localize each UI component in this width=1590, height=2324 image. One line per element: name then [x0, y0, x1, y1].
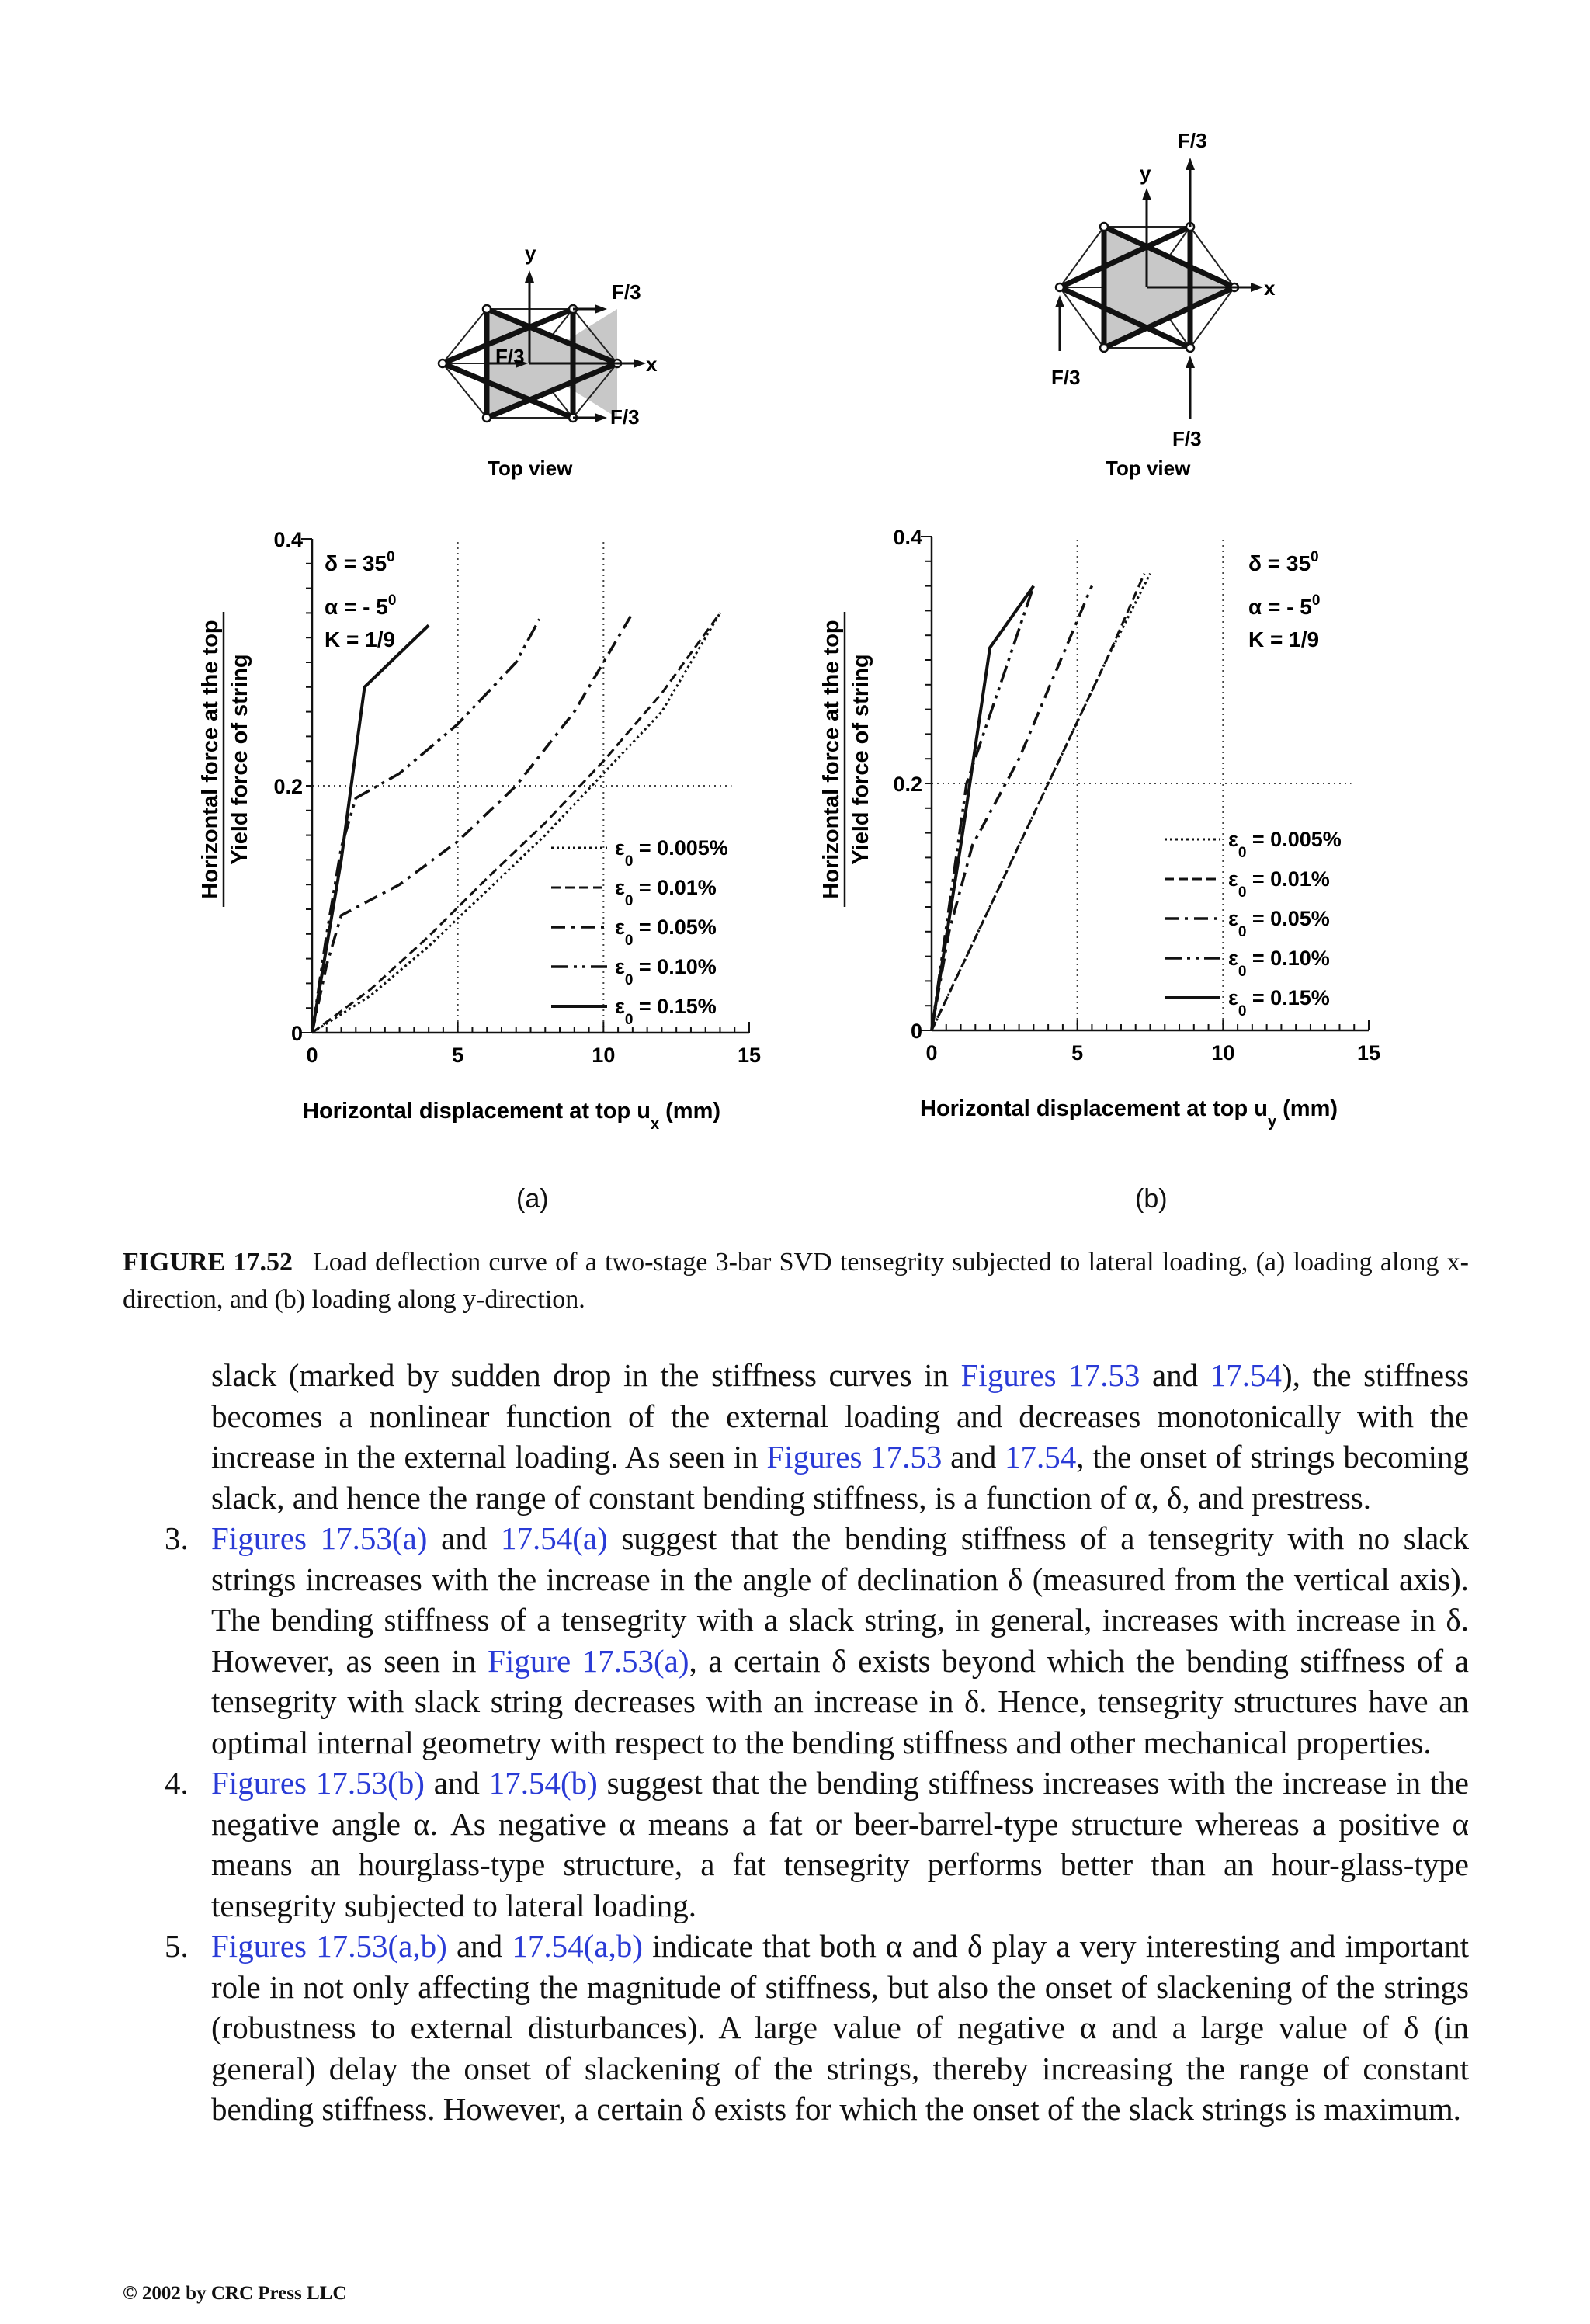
list-item-number: 4.: [165, 1765, 189, 1801]
figure-reference-link[interactable]: 17.54: [1210, 1357, 1282, 1393]
y-tick-label: 0.4: [893, 526, 922, 549]
legend-label: $\varepsilon_0 = 0.01\%$: [1228, 867, 1330, 901]
x-tick-label: 15: [737, 1044, 762, 1067]
list-item-text: indicate that both α and δ play a very interesting and important role in not only affecting the magnitude of stiffness, but also the onset of slackening of the strings (robustness to external disturbances). A large value of negative α and a large value of δ (in general) delay the onset of slackening of the strings, thereby increasing the range of constant bending stiffness. However, a certain δ exists for which the onset of the slack strings is maximum.: [211, 1928, 1469, 2127]
y-axis-label-denominator: Yield force of string: [227, 654, 252, 865]
x-axis-label: Horizontal displacement at top $u_y$ (mm): [920, 1096, 1338, 1131]
alpha-parameter: α = - $5^0$: [1248, 592, 1321, 619]
list-item-text: and: [427, 1520, 501, 1556]
k-parameter: K = 1/9: [1248, 627, 1320, 651]
delta-parameter: $\delta = 35^0$: [1248, 549, 1319, 575]
delta-parameter: $\delta = 35^0$: [325, 549, 395, 575]
plot-b: [819, 526, 1380, 1131]
x-tick-label: 15: [1356, 1041, 1381, 1065]
paragraph-text: and: [942, 1439, 1005, 1475]
list-item: [165, 1926, 1469, 2130]
x-tick-label: 0: [306, 1044, 318, 1067]
figure-reference-link[interactable]: 17.54(a,b): [512, 1928, 643, 1964]
x-tick-label: 0: [925, 1041, 938, 1065]
figure-caption: [123, 1244, 1469, 1318]
list-item-number: 3.: [165, 1520, 189, 1556]
figure-caption-text: Load deflection curve of a two-stage 3-bar SVD tensegrity subjected to lateral loading, (a) loading along x-direction, and (b) loading along y-direction.: [123, 1248, 1469, 1314]
axis-x-label: x: [646, 353, 658, 376]
figure-reference-link[interactable]: 17.54(b): [488, 1765, 598, 1801]
series-line: [932, 586, 1033, 1030]
y-axis-label-numerator: Horizontal force at the top: [198, 620, 223, 899]
force-label: F/3: [495, 345, 525, 368]
list-item-text: and: [446, 1928, 512, 1964]
x-tick-label: 5: [1071, 1041, 1084, 1065]
figure-reference-link[interactable]: Figure 17.53(a): [488, 1642, 689, 1679]
figure-caption-label: FIGURE 17.52: [123, 1248, 293, 1277]
legend-label: $\varepsilon_0 = 0.05\%$: [1228, 907, 1330, 940]
series-line: [932, 586, 1033, 1030]
y-tick-label: 0.2: [893, 773, 922, 796]
panel-a-label: (a): [516, 1184, 549, 1214]
list-item-text: and: [424, 1765, 489, 1801]
copyright-footer: © 2002 by CRC Press LLC: [123, 2283, 347, 2304]
y-tick-label: 0: [290, 1022, 303, 1045]
x-axis-label: Horizontal displacement at top $u_x$ (mm): [303, 1099, 721, 1133]
legend-label: $\varepsilon_0 = 0.10\%$: [1228, 947, 1330, 980]
x-tick-label: 10: [1211, 1041, 1235, 1065]
force-label: F/3: [1178, 129, 1207, 152]
legend-label: $\varepsilon_0 = 0.15\%$: [615, 995, 717, 1028]
force-label: F/3: [1051, 366, 1081, 389]
y-tick-label: 0.2: [273, 775, 303, 798]
list-item: [165, 1518, 1469, 1763]
list-item-text: , a certain δ exists beyond which the bending stiffness of a tensegrity with slack string decreases with an increase in δ. Hence, tensegrity structures have an optimal internal geometry with respect to the bending stiffness and other mechanical properties.: [211, 1642, 1469, 1760]
top-view-label: Top view: [488, 457, 573, 480]
figure-reference-link[interactable]: Figures 17.53(a,b): [211, 1928, 447, 1964]
y-tick-label: 0: [910, 1020, 922, 1043]
list-item: [165, 1763, 1469, 1926]
plot-a: [198, 528, 761, 1133]
top-view-label: Top view: [1106, 457, 1191, 480]
alpha-parameter: α = - $5^0$: [325, 592, 397, 619]
numbered-list: [165, 1518, 1469, 2130]
legend-label: $\varepsilon_0 = 0.01\%$: [615, 876, 717, 909]
legend-label: $\varepsilon_0 = 0.10\%$: [615, 955, 717, 988]
legend-label: $\varepsilon_0 = 0.005\%$: [615, 836, 728, 870]
y-tick-label: 0.4: [273, 528, 303, 551]
force-label: F/3: [1172, 427, 1202, 450]
axis-y-label: y: [1140, 162, 1151, 185]
figure-reference-link[interactable]: Figures 17.53: [960, 1357, 1140, 1393]
list-item-text: suggest that the bending stiffness of a tensegrity with no slack strings increases with the increase in the angle of declination δ (measured from the vertical axis). The bending stiffness of a tensegrity with a slack string, in general, increases with increase in δ. However, as seen in: [211, 1520, 1469, 1679]
body-text: [165, 1355, 1470, 2130]
figure-reference-link[interactable]: Figures 17.53(a): [211, 1520, 428, 1556]
force-label: F/3: [612, 280, 641, 304]
list-item-text: suggest that the bending stiffness increases with the increase in the negative angle α. As negative α means a fat or beer-barrel-type structure whereas a positive α means an hourglass-type structure, a fat tensegrity performs better than an hour-glass-type tensegrity subjected to lateral loading.: [211, 1765, 1469, 1923]
axis-x-label: x: [1264, 276, 1276, 300]
list-item-number: 5.: [165, 1928, 189, 1964]
legend-label: $\varepsilon_0 = 0.15\%$: [1228, 986, 1330, 1020]
figure-reference-link[interactable]: Figures 17.53(b): [211, 1765, 425, 1801]
x-tick-label: 10: [592, 1044, 616, 1067]
series-line: [312, 625, 429, 1033]
paragraph-text: and: [1140, 1357, 1210, 1393]
axis-y-label: y: [525, 241, 536, 265]
paragraph-text: , the onset of strings becoming slack, and hence the range of constant bending stiffness, is a function of α, δ, and prestress.: [211, 1439, 1470, 1516]
legend-label: $\varepsilon_0 = 0.05\%$: [615, 915, 717, 949]
series-line: [312, 613, 633, 1033]
x-tick-label: 5: [452, 1044, 464, 1067]
force-label: F/3: [610, 405, 640, 429]
top-view-b: [1051, 129, 1276, 480]
top-view-a: [439, 241, 658, 480]
figure-reference-link[interactable]: 17.54: [1005, 1439, 1077, 1475]
y-axis-label-denominator: Yield force of string: [849, 654, 873, 865]
panel-b-label: (b): [1135, 1184, 1168, 1214]
figure-reference-link[interactable]: 17.54(a): [501, 1520, 608, 1556]
figure-reference-link[interactable]: Figures 17.53: [766, 1439, 943, 1475]
k-parameter: K = 1/9: [325, 627, 396, 651]
legend-label: $\varepsilon_0 = 0.005\%$: [1228, 828, 1342, 861]
intro-paragraph: [211, 1355, 1469, 1518]
paragraph-text: slack (marked by sudden drop in the stiffness curves in: [211, 1357, 961, 1393]
paragraph-text: ), the stiffness becomes a nonlinear function of the external loading and decreases monotonically with the increase in the external loading. As seen in: [211, 1357, 1470, 1475]
y-axis-label-numerator: Horizontal force at the top: [819, 620, 844, 899]
